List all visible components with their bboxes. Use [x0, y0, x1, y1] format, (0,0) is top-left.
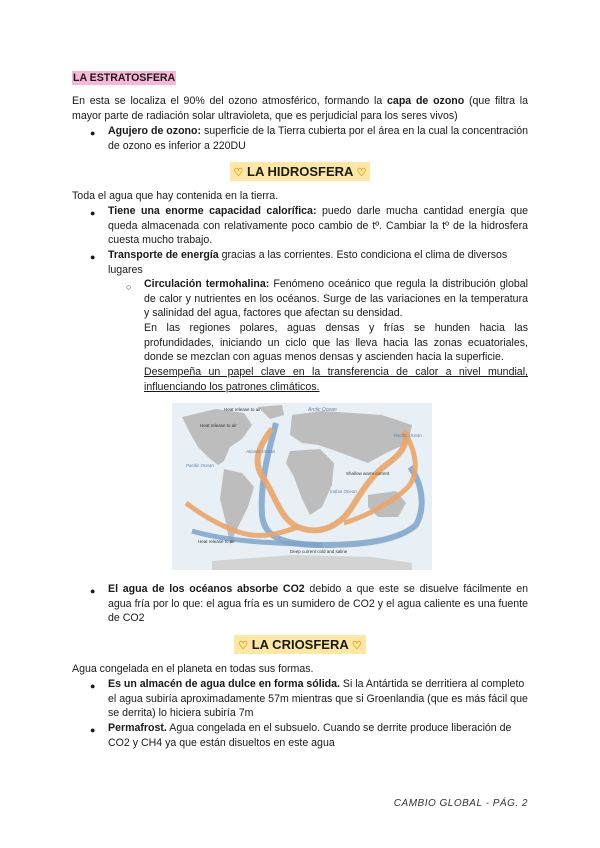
bullet-icon: ●: [90, 681, 96, 691]
bullet-icon: ●: [90, 128, 96, 138]
heat-release-label-1: Heat release to air: [224, 407, 261, 412]
atlantic-ocean-label: Atlantic Ocean: [246, 449, 276, 454]
permafrost-text: Agua congelada en el subsuelo. Cuando se derrite produce liberación de CO2 y CH4 ya que están disueltos en este agua: [108, 722, 512, 749]
transporte-energia-bold: Transporte de energía: [108, 249, 219, 261]
bullet-icon: ●: [90, 725, 96, 735]
agujero-ozono-bold: Agujero de ozono:: [108, 125, 202, 137]
criosfera-title-box: [234, 635, 366, 654]
intro-text-b: % del ozono atmosférico, formando la: [195, 95, 388, 107]
capa-ozono-bold: capa de ozono: [387, 95, 465, 107]
heat-release-label-2: Heat release to air: [200, 423, 237, 428]
absorbe-co2-item: [108, 582, 528, 626]
heart-icon: ♡: [356, 167, 367, 179]
capacidad-calorifica-bold: Tiene una enorme capacidad calorífica:: [108, 205, 317, 217]
shallow-warm-current-label: Shallow warm current: [346, 471, 390, 476]
criosfera-title: LA CRIOSFERA: [251, 637, 349, 652]
bullet-icon: ●: [90, 208, 96, 218]
heart-icon: ♡: [233, 167, 244, 179]
pacific-ocean-label-west: Pacific Ocean: [186, 463, 214, 468]
indian-ocean-label: Indian Ocean: [330, 489, 357, 494]
hidrosfera-intro: Toda el agua que hay contenida en la tierra.: [72, 190, 279, 202]
almacen-agua-dulce-item: [108, 677, 528, 721]
estratosfera-title: LA ESTRATOSFERA: [73, 72, 176, 84]
circulacion-termohalina-bold: Circulación termohalina:: [144, 278, 270, 290]
hidrosfera-heading: [0, 165, 600, 181]
hidrosfera-title-box: [230, 162, 371, 181]
permafrost-bold: Permafrost.: [108, 722, 167, 734]
estratosfera-intro: [72, 94, 528, 123]
intro-text-c: (que filtra la mayor parte de radiación solar ultravioleta, que es perjudicial para los seres vivos): [72, 95, 528, 122]
thermohaline-map: [172, 403, 432, 570]
circulacion-termohalina-text: Fenómeno oceánico que regula la distribución global de calor y nutrientes en los océanos. Surge de las variaciones en la temperatura y salinidad del agua, factores que afectan su densidad.: [144, 278, 528, 320]
heart-icon: ♡: [238, 640, 249, 652]
capacidad-calorifica-text: puedo darle mucha cantidad energía que queda almacenada con relativamente poco cambio de tº. Cambiar la tº de la hidrosfera cuesta mucho trabajo.: [108, 205, 528, 247]
estratosfera-heading: [72, 71, 176, 86]
deep-current-label: Deep current cold and saline: [290, 549, 348, 554]
papel-clave-underlined: Desempeña un papel clave en la transferencia de calor a nivel mundial, influenciando los patrones climáticos.: [144, 366, 528, 393]
bullet-icon: ●: [90, 586, 96, 596]
bullet-icon: ●: [90, 252, 96, 262]
agujero-ozono-item: [108, 124, 528, 153]
criosfera-heading: [0, 638, 600, 654]
papel-clave-text: [144, 365, 528, 394]
pacific-ocean-label-east: Pacific Ocean: [394, 433, 422, 438]
circulacion-termohalina-item: [144, 277, 528, 321]
almacen-agua-dulce-text: Si la Antártida se derritiera al completo el agua subiría aproximadamente 57m mientras que si Groenlandia (que es más fácil que se derrita) lo hiciera subiría 7m: [108, 678, 528, 720]
hidrosfera-title: LA HIDROSFERA: [247, 164, 353, 179]
agujero-ozono-text: superficie de la Tierra cubierta por el área en la cual la concentración de ozono es inferior a 220DU: [108, 125, 529, 152]
capacidad-calorifica-item: [108, 204, 528, 248]
page-footer: CAMBIO GLOBAL - PÁG. 2: [393, 798, 528, 809]
transporte-energia-text: gracias a las corrientes. Esto condiciona el clima de diversos lugares: [108, 249, 508, 276]
criosfera-intro: Agua congelada en el planeta en todas sus formas.: [72, 663, 314, 675]
heat-release-label-3: Heat release to air: [198, 539, 235, 544]
almacen-agua-dulce-bold: Es un almacén de agua dulce en forma sólida.: [108, 678, 340, 690]
absorbe-co2-bold: El agua de los océanos absorbe CO2: [108, 583, 305, 595]
regiones-polares-text: En las regiones polares, aguas densas y frías se hunden hacia las profundidades, iniciando un ciclo que las lleva hacia las zonas ecuatoriales, donde se mezclan con aguas menos densas y ascienden hacia la superficie.: [144, 322, 528, 364]
permafrost-item: [108, 721, 528, 750]
arctic-ocean-label: Arctic Ocean: [308, 407, 337, 413]
transporte-energia-item: [108, 248, 528, 277]
heart-icon: ♡: [351, 640, 362, 652]
sub-bullet-icon: ○: [126, 282, 132, 292]
absorbe-co2-text: debido a que este se disuelve fácilmente en agua fría por lo que: el agua fría es un sumidero de CO2 y el agua caliente es una fuente de CO2: [108, 583, 528, 625]
intro-text-a: En esta se localiza el 90: [72, 95, 196, 107]
